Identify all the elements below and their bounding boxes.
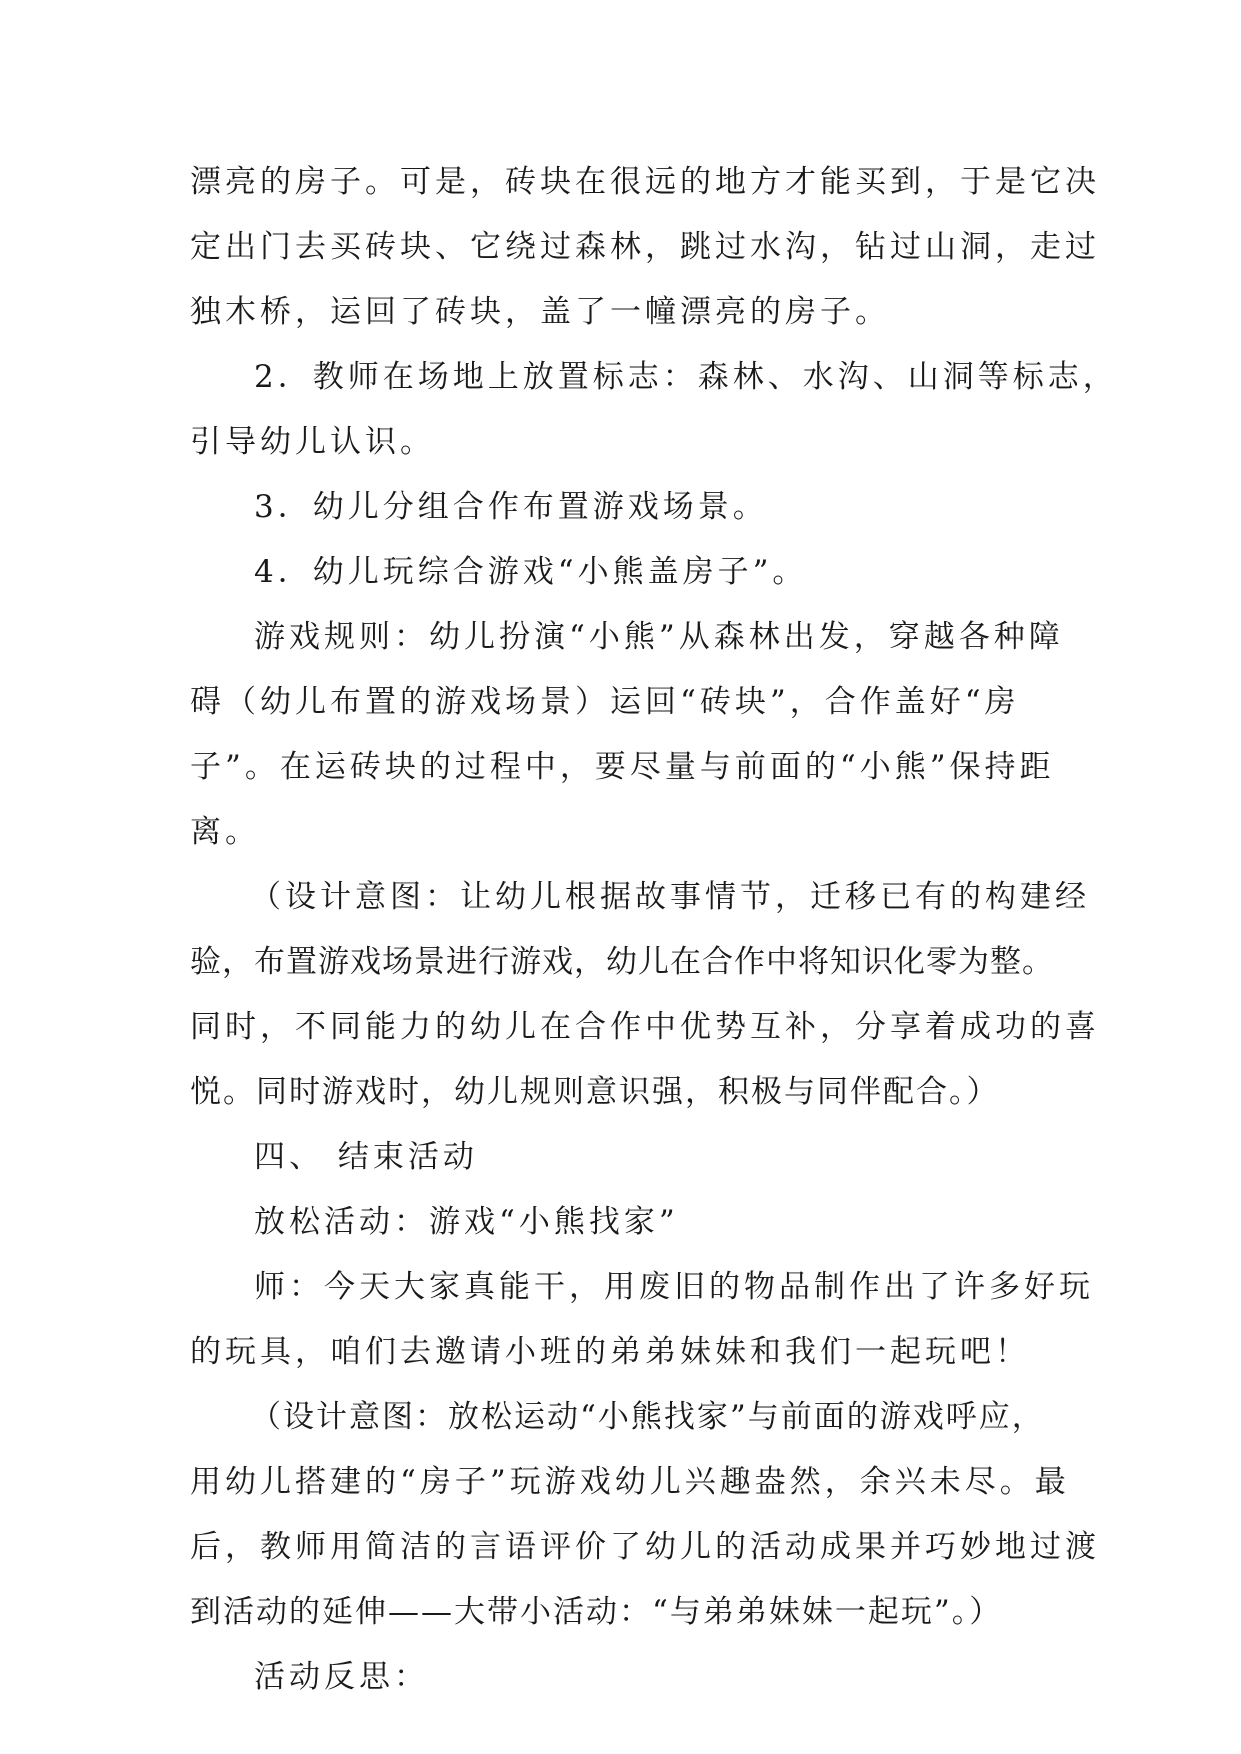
text-line: 3．幼儿分组合作布置游戏场景。 bbox=[254, 489, 768, 525]
text-line: 放松活动：游戏“小熊找家” bbox=[254, 1204, 679, 1240]
text-line: 悦。同时游戏时，幼儿规则意识强，积极与同伴配合。） bbox=[190, 1074, 1000, 1110]
text-line: 子”。在运砖块的过程中，要尽量与前面的“小熊”保持距 bbox=[190, 749, 1055, 785]
text-line: （设计意图：放松运动“小熊找家”与前面的游戏呼应， bbox=[250, 1399, 1045, 1435]
text-line: 验，布置游戏场景进行游戏，幼儿在合作中将知识化零为整。 bbox=[190, 944, 1054, 980]
document-body bbox=[190, 150, 1118, 1710]
text-line: 游戏规则：幼儿扮演“小熊”从森林出发，穿越各种障 bbox=[254, 619, 1064, 655]
text-line: 4．幼儿玩综合游戏“小熊盖房子”。 bbox=[254, 554, 808, 590]
text-line: 后，教师用简洁的言语评价了幼儿的活动成果并巧妙地过渡 bbox=[190, 1529, 1100, 1565]
text-line: 离。 bbox=[190, 814, 260, 850]
text-line: 引导幼儿认识。 bbox=[190, 424, 435, 460]
text-line: 活动反思： bbox=[254, 1659, 429, 1695]
text-line: 的玩具，咱们去邀请小班的弟弟妹妹和我们一起玩吧！ bbox=[190, 1334, 1030, 1370]
text-line: 师：今天大家真能干，用废旧的物品制作出了许多好玩 bbox=[254, 1269, 1094, 1305]
text-line: （设计意图：让幼儿根据故事情节，迁移已有的构建经 bbox=[250, 879, 1090, 915]
text-line: 独木桥，运回了砖块，盖了一幢漂亮的房子。 bbox=[190, 294, 890, 330]
text-line: 同时，不同能力的幼儿在合作中优势互补，分享着成功的喜 bbox=[190, 1009, 1100, 1045]
text-line: 漂亮的房子。可是，砖块在很远的地方才能买到，于是它决 bbox=[190, 164, 1100, 200]
text-line: 到活动的延伸——大带小活动：“与弟弟妹妹一起玩”。） bbox=[190, 1594, 1003, 1630]
text-line: 定出门去买砖块、它绕过森林，跳过水沟，钻过山洞，走过 bbox=[190, 229, 1100, 265]
text-line: 用幼儿搭建的“房子”玩游戏幼儿兴趣盎然，余兴未尽。最 bbox=[190, 1464, 1070, 1500]
text-line: 碍（幼儿布置的游戏场景）运回“砖块”，合作盖好“房 bbox=[190, 684, 1020, 720]
text-line: 2．教师在场地上放置标志：森林、水沟、山洞等标志， bbox=[254, 359, 1118, 395]
section-heading: 四、 结束活动 bbox=[254, 1139, 478, 1175]
